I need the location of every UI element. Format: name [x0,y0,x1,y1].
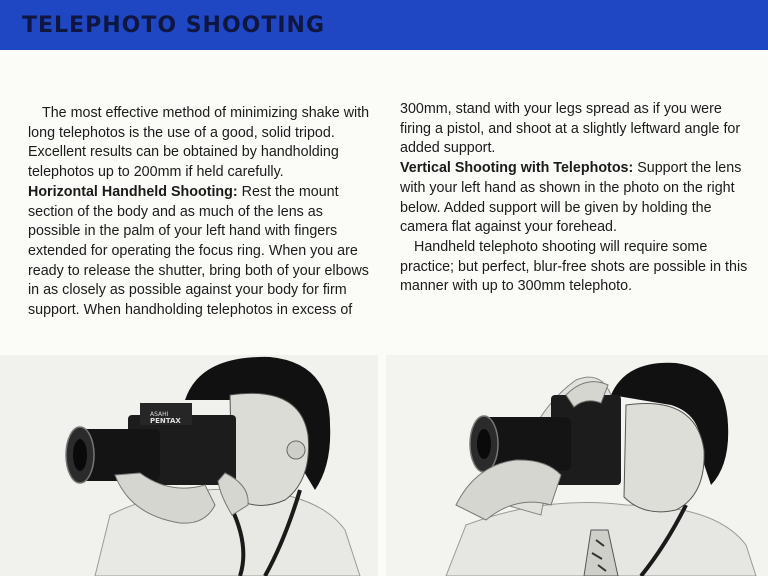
vertical-shooting-illustration [386,355,768,576]
camera-brand-label-left-small: ASAHI [150,411,169,418]
photo-vertical-shooting [386,355,768,576]
left-text-column [28,104,378,321]
horizontal-shooting-heading: Horizontal Handheld Shooting: [28,183,238,200]
practice-paragraph: Handheld telephoto shooting will require some practice; but perfect, blur-free shots are possible in this manner with up to 300mm telephoto. [400,238,748,295]
header-bar [0,0,768,50]
vertical-shooting-heading: Vertical Shooting with Telephotos: [400,160,634,177]
horizontal-shooting-paragraph [28,183,378,321]
camera-brand-label-left: PENTAX [150,417,181,425]
vertical-shooting-paragraph [400,159,750,238]
horizontal-shooting-body: Rest the mount section of the body and as much of the lens as possible in the palm of your left hand with fingers extended for operating the focus ring. When you are ready to release the shutter, bring both of your elbows in as closely as possible against your body for firm support. When handholding telephotos in excess of [28,183,369,319]
intro-paragraph: The most effective method of minimizing shake with long telephotos is the use of a good, solid tripod. Excellent results can be obtained by handholding telephotos up to 200mm if held carefully. [28,105,370,181]
vertical-shooting-body: Support the lens with your left hand as shown in the photo on the right below. Added support will be given by holding the camera flat against your forehead. [400,160,742,236]
photo-horizontal-shooting [0,355,378,576]
continued-paragraph: 300mm, stand with your legs spread as if you were firing a pistol, and shoot at a slightly leftward angle for added support. [400,101,741,157]
horizontal-shooting-illustration [0,355,378,576]
right-text-column [400,100,750,297]
page-title: TELEPHOTO SHOOTING [22,13,326,38]
